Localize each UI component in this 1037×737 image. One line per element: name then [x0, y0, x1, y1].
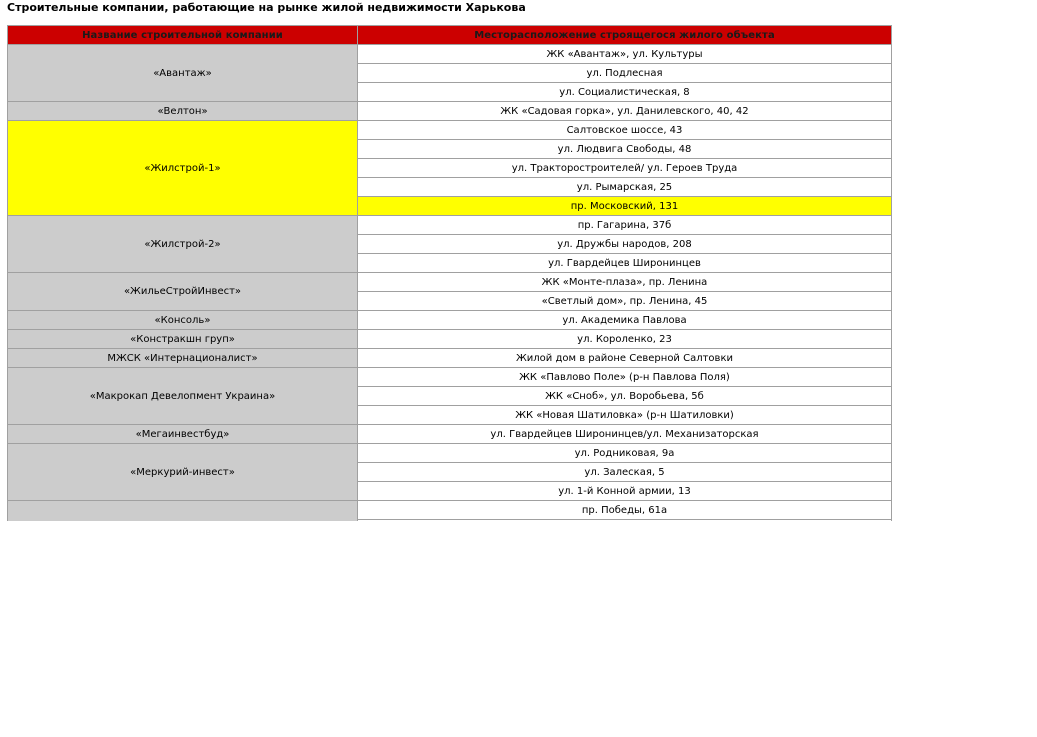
company-name-cell: «Мегаинвестбуд» [8, 425, 357, 443]
table-row [8, 273, 891, 291]
table-header-row [8, 26, 891, 44]
table-row [8, 216, 891, 234]
address-cell: ЖК «Авантаж», ул. Культуры [358, 45, 891, 63]
table-row [8, 311, 891, 329]
address-cell: ул. Подлесная [358, 64, 891, 82]
address-cell: Салтовское шоссе, 43 [358, 121, 891, 139]
company-name-cell: «Авантаж» [8, 45, 357, 101]
company-name-cell: «Жилстрой-1» [8, 121, 357, 215]
address-cell: ЖК «Садовая горка», ул. Данилевского, 40, 42 [358, 102, 891, 120]
address-cell: ул. Людвига Свободы, 48 [358, 140, 891, 158]
table-row [8, 121, 891, 139]
table-row [8, 45, 891, 63]
address-cell: ул. Социалистическая, 8 [358, 83, 891, 101]
address-cell: ул. 1-й Конной армии, 13 [358, 482, 891, 500]
table-body [8, 45, 891, 521]
column-header-address: Месторасположение строящегося жилого объекта [358, 26, 891, 44]
table-row [8, 368, 891, 386]
table-row [8, 102, 891, 120]
table-row [8, 349, 891, 367]
table-row [8, 501, 891, 519]
column-header-company: Название строительной компании [8, 26, 357, 44]
address-cell: пр. Гагарина, 37б [358, 216, 891, 234]
table-row [8, 425, 891, 443]
company-name-cell: «Констракшн груп» [8, 330, 357, 348]
address-cell: пр. Победы, 61а [358, 501, 891, 519]
company-name-cell: «Макрокап Девелопмент Украина» [8, 368, 357, 424]
address-cell: Жилой дом в районе Северной Салтовки [358, 349, 891, 367]
company-name-cell: «Меркурий-инвест» [8, 444, 357, 500]
address-cell: ЖК «Павлово Поле» (р-н Павлова Поля) [358, 368, 891, 386]
page-title: Строительные компании, работающие на рынке жилой недвижимости Харькова [7, 1, 526, 14]
address-cell: «Светлый дом», пр. Ленина, 45 [358, 292, 891, 310]
table-row [8, 330, 891, 348]
address-cell: ЖК «Монте-плаза», пр. Ленина [358, 273, 891, 291]
company-name-cell [8, 501, 357, 521]
address-cell: ул. Залеская, 5 [358, 463, 891, 481]
address-cell: ул. Гвардейцев Широнинцев [358, 254, 891, 272]
address-cell: ул. Академика Павлова [358, 311, 891, 329]
company-name-cell: «Жилстрой-2» [8, 216, 357, 272]
company-name-cell: МЖСК «Интернационалист» [8, 349, 357, 367]
address-cell: ул. Рымарская, 25 [358, 178, 891, 196]
address-cell: пр. Московский, 131 [358, 197, 891, 215]
company-name-cell: «ЖильеСтройИнвест» [8, 273, 357, 310]
address-cell: ул. Короленко, 23 [358, 330, 891, 348]
address-cell: ул. Гвардейцев Широнинцев/ул. Механизаторская [358, 425, 891, 443]
address-cell: ЖК «Сноб», ул. Воробьева, 5б [358, 387, 891, 405]
company-name-cell: «Консоль» [8, 311, 357, 329]
address-cell: ул. Родниковая, 9а [358, 444, 891, 462]
table-row [8, 444, 891, 462]
company-name-cell: «Велтон» [8, 102, 357, 120]
companies-table [7, 25, 892, 521]
address-cell: ЖК «Новая Шатиловка» (р-н Шатиловки) [358, 406, 891, 424]
address-cell: ул. Тракторостроителей/ ул. Героев Труда [358, 159, 891, 177]
companies-table-viewport [7, 25, 892, 521]
address-cell: ул. Дружбы народов, 208 [358, 235, 891, 253]
address-cell [358, 520, 891, 521]
